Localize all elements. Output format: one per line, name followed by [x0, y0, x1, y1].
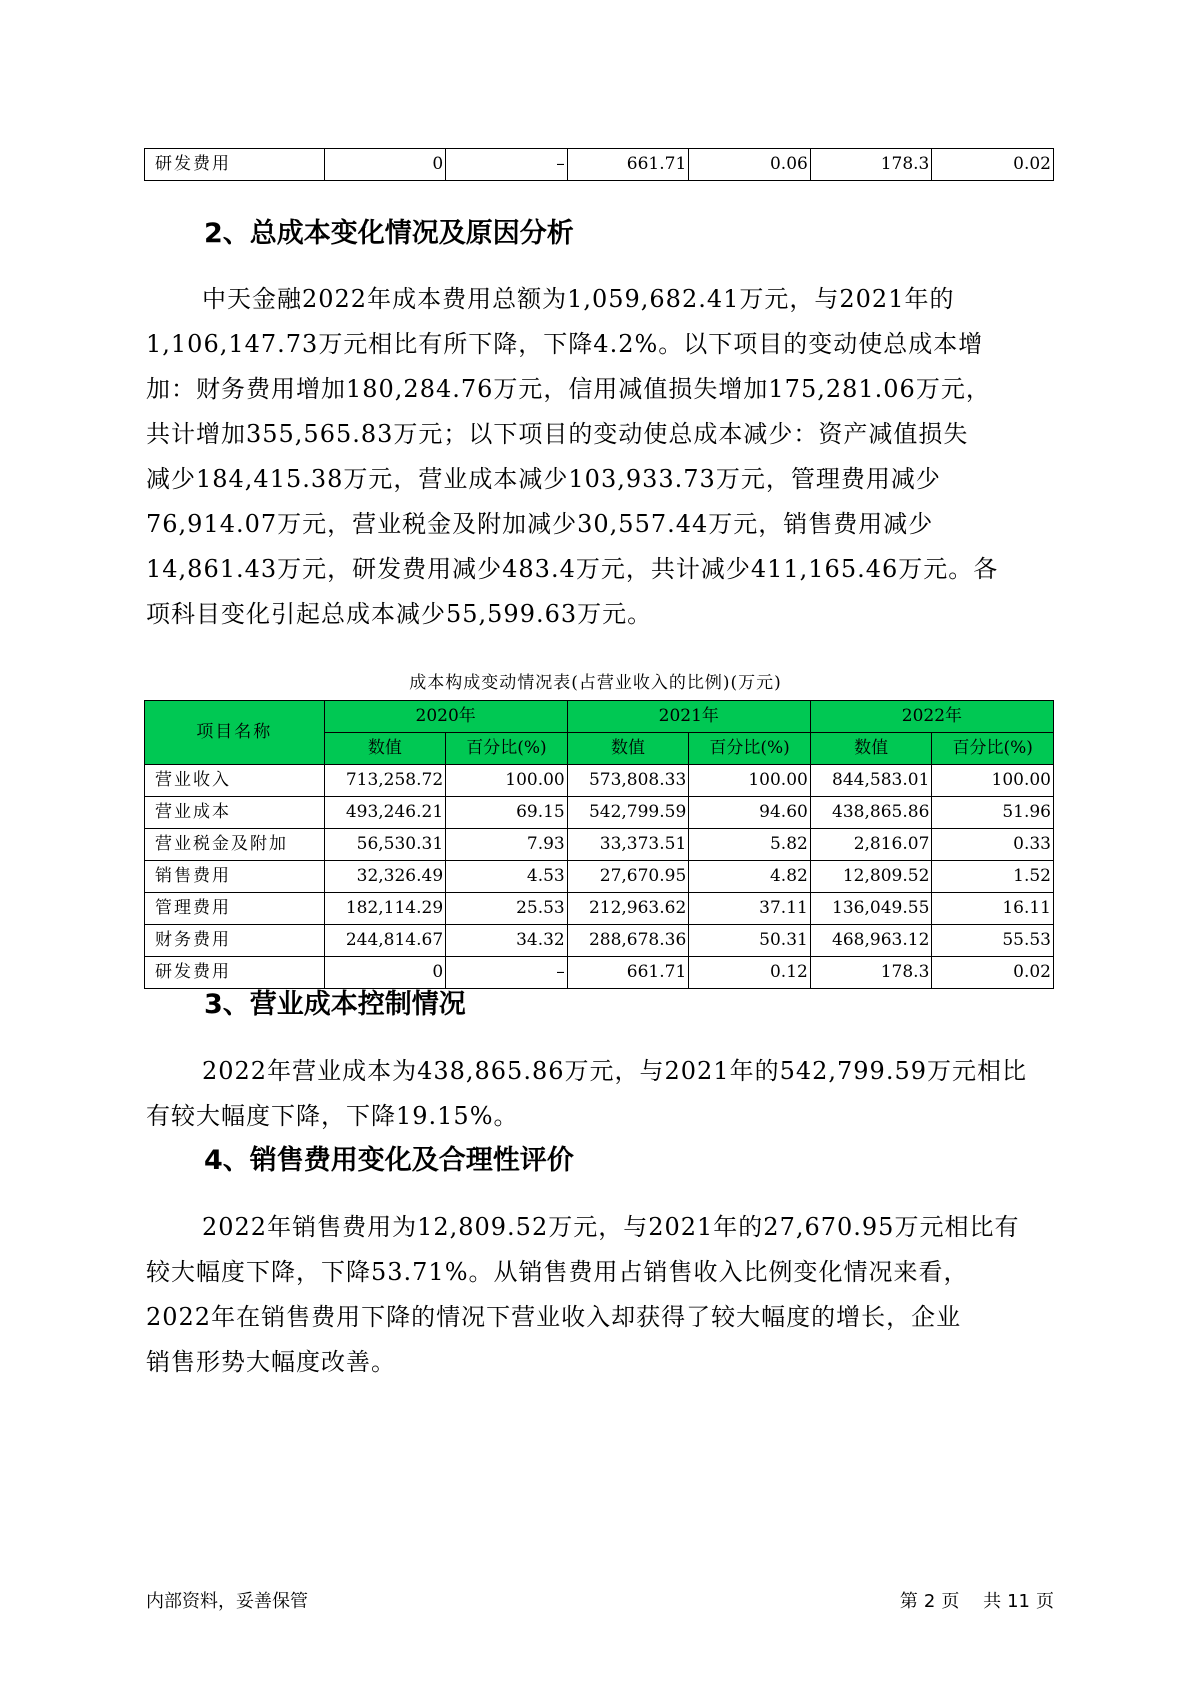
page-number: 2 [923, 1591, 936, 1612]
section-4-heading: 4、销售费用变化及合理性评价 [204, 1145, 574, 1176]
continued-table [144, 148, 1054, 181]
cell-2020-value: 0 [324, 957, 446, 989]
paragraph-line: 项科目变化引起总成本减少55,599.63万元。 [146, 600, 653, 628]
total-pages: 11 [1007, 1591, 1030, 1612]
paragraph-line: 有较大幅度下降，下降19.15%。 [146, 1102, 519, 1130]
header-year-2022: 2022年 [810, 701, 1053, 733]
cell-2021-value: 33,373.51 [567, 829, 689, 861]
cell-2020-value: 713,258.72 [324, 765, 446, 797]
paragraph-line: 76,914.07万元，营业税金及附加减少30,557.44万元，销售费用减少 [146, 510, 934, 538]
cell-2022-value: 468,963.12 [810, 925, 932, 957]
cell-2020-pct: – [446, 149, 568, 181]
header-value: 数值 [810, 733, 932, 765]
paragraph-line: 2022年在销售费用下降的情况下营业收入却获得了较大幅度的增长，企业 [146, 1303, 962, 1331]
cell-2020-pct: 7.93 [446, 829, 568, 861]
cost-structure-table [144, 700, 1054, 989]
cell-2022-value: 178.3 [810, 149, 932, 181]
table-row [145, 797, 1054, 829]
cell-2020-value: 0 [324, 149, 446, 181]
cell-2020-value: 56,530.31 [324, 829, 446, 861]
paragraph-line: 共计增加355,565.83万元；以下项目的变动使总成本减少：资产减值损失 [146, 420, 969, 448]
cell-2022-value: 438,865.86 [810, 797, 932, 829]
paragraph-line: 较大幅度下降，下降53.71%。从销售费用占销售收入比例变化情况来看， [146, 1258, 969, 1286]
row-name: 研发费用 [145, 957, 325, 989]
cell-2021-value: 27,670.95 [567, 861, 689, 893]
section-3-heading: 3、营业成本控制情况 [204, 989, 466, 1020]
header-year-2021: 2021年 [567, 701, 810, 733]
cell-2021-pct: 100.00 [689, 765, 811, 797]
table-row [145, 829, 1054, 861]
total-unit: 页 [1036, 1591, 1054, 1612]
table-row [145, 893, 1054, 925]
cell-2021-pct: 94.60 [689, 797, 811, 829]
cell-2020-pct: 34.32 [446, 925, 568, 957]
cell-2022-pct: 51.96 [932, 797, 1054, 829]
cell-2022-value: 136,049.55 [810, 893, 932, 925]
cell-2020-value: 182,114.29 [324, 893, 446, 925]
header-pct: 百分比(%) [446, 733, 568, 765]
cell-2021-pct: 50.31 [689, 925, 811, 957]
header-pct: 百分比(%) [932, 733, 1054, 765]
header-value: 数值 [567, 733, 689, 765]
table-row [145, 765, 1054, 797]
section-4-paragraph [146, 1205, 1056, 1385]
table-row [145, 957, 1054, 989]
row-name: 销售费用 [145, 861, 325, 893]
cell-2021-pct: 4.82 [689, 861, 811, 893]
cell-2022-pct: 0.02 [932, 957, 1054, 989]
header-item-name: 项目名称 [145, 701, 325, 765]
table-body [145, 765, 1054, 989]
paragraph-line: 加：财务费用增加180,284.76万元，信用减值损失增加175,281.06万元， [146, 375, 991, 403]
row-name: 营业税金及附加 [145, 829, 325, 861]
cell-2021-value: 212,963.62 [567, 893, 689, 925]
table-row [145, 925, 1054, 957]
paragraph-line: 销售形势大幅度改善。 [146, 1348, 396, 1376]
cell-2021-pct: 37.11 [689, 893, 811, 925]
cell-2021-value: 288,678.36 [567, 925, 689, 957]
footer-page-info [894, 1587, 1054, 1613]
page-unit: 页 [941, 1591, 960, 1612]
cell-2021-pct: 0.12 [689, 957, 811, 989]
cell-2022-value: 12,809.52 [810, 861, 932, 893]
row-name: 财务费用 [145, 925, 325, 957]
table-caption: 成本构成变动情况表(占营业收入的比例)(万元) [409, 673, 782, 693]
cell-2022-pct: 1.52 [932, 861, 1054, 893]
cell-2022-pct: 0.02 [932, 149, 1054, 181]
row-name: 营业收入 [145, 765, 325, 797]
cell-2021-value: 661.71 [567, 149, 689, 181]
row-name: 营业成本 [145, 797, 325, 829]
table-row [145, 861, 1054, 893]
cell-2020-value: 32,326.49 [324, 861, 446, 893]
cell-2020-value: 493,246.21 [324, 797, 446, 829]
cell-2020-value: 244,814.67 [324, 925, 446, 957]
cell-2022-value: 844,583.01 [810, 765, 932, 797]
row-name: 管理费用 [145, 893, 325, 925]
page-prefix: 第 [899, 1591, 918, 1612]
total-prefix: 共 [983, 1591, 1002, 1612]
section-2-paragraph [146, 277, 1056, 637]
cell-2021-pct: 0.06 [689, 149, 811, 181]
header-pct: 百分比(%) [689, 733, 811, 765]
table-row [145, 149, 1054, 181]
cell-2022-pct: 100.00 [932, 765, 1054, 797]
section-2-heading: 2、总成本变化情况及原因分析 [204, 218, 574, 249]
cell-2020-pct: 4.53 [446, 861, 568, 893]
paragraph-line: 14,861.43万元，研发费用减少483.4万元，共计减少411,165.46万元。各 [146, 555, 999, 583]
cell-2022-pct: 0.33 [932, 829, 1054, 861]
cell-2020-pct: – [446, 957, 568, 989]
cell-2021-value: 542,799.59 [567, 797, 689, 829]
row-name: 研发费用 [145, 149, 325, 181]
paragraph-line: 1,106,147.73万元相比有所下降，下降4.2%。以下项目的变动使总成本增 [146, 330, 984, 358]
paragraph-line: 减少184,415.38万元，营业成本减少103,933.73万元，管理费用减少 [146, 465, 941, 493]
paragraph-line: 中天金融2022年成本费用总额为1,059,682.41万元，与2021年的 [202, 285, 955, 313]
cell-2021-value: 573,808.33 [567, 765, 689, 797]
cell-2022-pct: 55.53 [932, 925, 1054, 957]
header-year-2020: 2020年 [324, 701, 567, 733]
section-3-paragraph [146, 1049, 1056, 1139]
cell-2020-pct: 25.53 [446, 893, 568, 925]
table-header-row [145, 701, 1054, 733]
cell-2022-pct: 16.11 [932, 893, 1054, 925]
header-value: 数值 [324, 733, 446, 765]
cell-2021-value: 661.71 [567, 957, 689, 989]
cell-2022-value: 178.3 [810, 957, 932, 989]
cell-2022-value: 2,816.07 [810, 829, 932, 861]
cell-2020-pct: 69.15 [446, 797, 568, 829]
paragraph-line: 2022年销售费用为12,809.52万元，与2021年的27,670.95万元相比有 [202, 1213, 1020, 1241]
cell-2020-pct: 100.00 [446, 765, 568, 797]
cell-2021-pct: 5.82 [689, 829, 811, 861]
footer-confidential-note: 内部资料，妥善保管 [146, 1591, 308, 1612]
paragraph-line: 2022年营业成本为438,865.86万元，与2021年的542,799.59万元相比 [202, 1057, 1027, 1085]
